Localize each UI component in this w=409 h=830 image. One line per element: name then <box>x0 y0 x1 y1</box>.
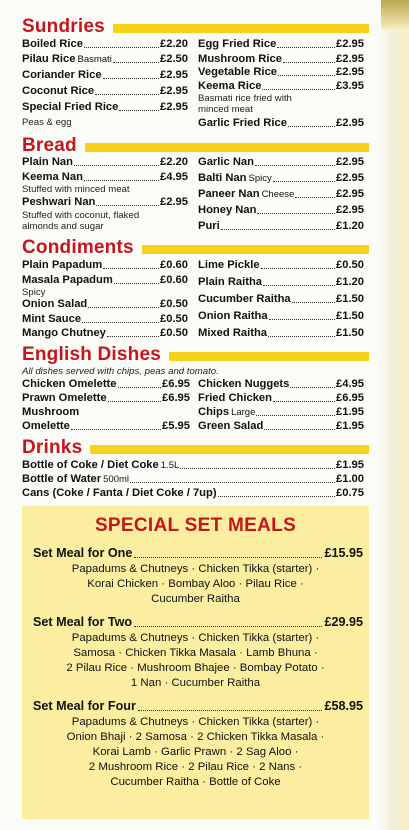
menu-item <box>198 406 364 419</box>
item-price: £2.95 <box>336 53 364 65</box>
menu-item <box>22 420 190 433</box>
item-price: £1.95 <box>336 459 364 471</box>
menu-item <box>22 378 190 391</box>
menu-item <box>198 420 364 433</box>
menu-item <box>22 459 364 472</box>
item-note: almonds and sugar <box>22 221 104 232</box>
item-price: £0.75 <box>336 487 364 499</box>
item-name: Chicken Omelette <box>22 378 117 390</box>
page-edge-shadow <box>381 0 409 30</box>
item-price: £0.50 <box>160 313 188 325</box>
section-note: All dishes served with chips, peas and tomato. <box>22 366 219 377</box>
menu-item <box>22 101 188 114</box>
section-title-bread: Bread <box>22 135 77 156</box>
menu-item <box>198 276 364 289</box>
section-title-drinks: Drinks <box>22 437 83 458</box>
item-price: £2.95 <box>160 85 188 97</box>
item-price: £2.95 <box>336 204 364 216</box>
menu-item <box>22 53 188 66</box>
item-price: £4.95 <box>336 378 364 390</box>
item-price: £1.50 <box>336 310 364 322</box>
english-dishes-header <box>22 344 369 366</box>
item-note: Peas & egg <box>22 117 72 128</box>
item-spec: 1.5L <box>160 460 180 471</box>
menu-item <box>198 53 364 66</box>
item-price: £2.95 <box>160 101 188 113</box>
header-stripe <box>113 24 369 33</box>
condiments-header <box>22 237 369 259</box>
item-price: £1.00 <box>336 473 364 485</box>
page-edge <box>381 0 409 830</box>
set-meal-price: £29.95 <box>324 615 363 629</box>
item-note: Stuffed with coconut, flaked <box>22 210 140 221</box>
menu-item <box>22 85 188 98</box>
item-spec: 500ml <box>103 474 130 485</box>
menu-item <box>198 66 364 79</box>
item-name: Chips <box>198 406 230 418</box>
item-name: Plain Nan <box>22 156 73 168</box>
header-stripe <box>90 445 369 454</box>
menu-item <box>198 259 364 272</box>
menu-item <box>198 156 364 169</box>
set-meal-line: Papadums & Chutneys · Chicken Tikka (starter) · <box>71 632 320 644</box>
item-price: £2.50 <box>160 53 188 65</box>
header-stripe <box>169 352 369 361</box>
set-meal-line: Korai Lamb · Garlic Prawn · 2 Sag Aloo · <box>92 746 299 758</box>
item-name: Green Salad <box>198 420 264 432</box>
item-price: £2.20 <box>160 156 188 168</box>
item-price: £2.20 <box>160 38 188 50</box>
item-name: Puri <box>198 220 220 232</box>
item-name: Coconut Rice <box>22 85 95 97</box>
set-meal-heading <box>33 615 363 630</box>
item-price: £5.95 <box>162 420 190 432</box>
item-name: Mint Sauce <box>22 313 82 325</box>
menu-item <box>198 392 364 405</box>
menu-item <box>22 473 364 486</box>
item-name: Egg Fried Rice <box>198 38 277 50</box>
item-spec: Basmati <box>77 54 112 65</box>
menu-item <box>198 204 364 217</box>
item-name: Balti Nan <box>198 172 247 184</box>
section-title-english-dishes: English Dishes <box>22 344 162 365</box>
menu-item <box>198 172 364 185</box>
item-price: £0.50 <box>160 298 188 310</box>
bread-header <box>22 135 369 157</box>
menu-item <box>198 117 364 130</box>
menu-item <box>22 38 188 51</box>
menu-item <box>198 378 364 391</box>
item-price: £1.20 <box>336 220 364 232</box>
menu-item <box>198 220 364 233</box>
header-stripe <box>142 245 369 254</box>
menu-item <box>22 327 188 340</box>
sundries-header <box>22 16 369 38</box>
item-price: £1.95 <box>336 420 364 432</box>
item-name: Bottle of Water <box>22 473 102 485</box>
item-name: Special Fried Rice <box>22 101 119 113</box>
set-meal-line: Korai Chicken · Bombay Aloo · Pilau Rice · <box>87 578 304 590</box>
menu-item <box>22 69 188 82</box>
set-meal-line: Onion Bhaji · 2 Samosa · 2 Chicken Tikka Masala · <box>66 731 325 743</box>
item-price: £2.95 <box>336 156 364 168</box>
item-price: £2.95 <box>160 196 188 208</box>
item-price: £0.50 <box>336 259 364 271</box>
item-name: Coriander Rice <box>22 69 102 81</box>
item-name: Keema Rice <box>198 80 262 92</box>
item-note: Spicy <box>22 287 46 298</box>
item-spec: Large <box>231 407 256 418</box>
item-name: Plain Papadum <box>22 259 103 271</box>
set-meal-line: 2 Pilau Rice · Mushroom Bhajee · Bombay Potato · <box>66 662 325 674</box>
header-stripe <box>85 143 369 152</box>
menu-item <box>198 327 364 340</box>
set-meal-line: Papadums & Chutneys · Chicken Tikka (starter) · <box>71 563 320 575</box>
menu-item <box>22 171 188 184</box>
drinks-header <box>22 437 369 459</box>
item-price: £0.60 <box>160 274 188 286</box>
item-name: Chicken Nuggets <box>198 378 290 390</box>
section-title-sundries: Sundries <box>22 16 105 37</box>
set-meal-name: Set Meal for Four <box>33 699 136 713</box>
item-name: Boiled Rice <box>22 38 83 50</box>
menu-item <box>22 196 188 209</box>
set-meal-name: Set Meal for One <box>33 546 133 560</box>
item-price: £2.95 <box>336 117 364 129</box>
item-spec: Cheese <box>261 189 295 200</box>
set-meal-price: £15.95 <box>324 546 363 560</box>
set-meal-line: Cucumber Raitha <box>151 593 240 605</box>
item-price: £6.95 <box>162 378 190 390</box>
item-price: £2.95 <box>336 38 364 50</box>
item-name: Plain Raitha <box>198 276 263 288</box>
set-meal-line: Cucumber Raitha · Bottle of Coke <box>110 776 281 788</box>
menu-item <box>198 188 364 201</box>
menu-item <box>22 274 188 287</box>
item-price: £2.95 <box>160 69 188 81</box>
menu-item <box>22 487 364 500</box>
set-meal-heading <box>33 699 363 714</box>
item-name: Mixed Raitha <box>198 327 268 339</box>
item-price: £1.50 <box>336 327 364 339</box>
item-price: £1.50 <box>336 293 364 305</box>
set-meal-price: £58.95 <box>324 699 363 713</box>
item-name: Garlic Nan <box>198 156 254 168</box>
item-name: Onion Raitha <box>198 310 268 322</box>
set-meal-line: Papadums & Chutneys · Chicken Tikka (starter) · <box>71 716 320 728</box>
item-price: £0.50 <box>160 327 188 339</box>
set-meal-heading <box>33 546 363 561</box>
item-name: Onion Salad <box>22 298 88 310</box>
item-note: Stuffed with minced meat <box>22 184 130 195</box>
item-price: £2.95 <box>336 188 364 200</box>
item-name: Omelette <box>22 420 70 432</box>
item-price: £2.95 <box>336 66 364 78</box>
set-meal-line: Samosa · Chicken Tikka Masala · Lamb Bhuna · <box>73 647 318 659</box>
item-name: Paneer Nan <box>198 188 260 200</box>
set-meal-name: Set Meal for Two <box>33 615 133 629</box>
set-meal-line: 2 Mushroom Rice · 2 Pilau Rice · 2 Nans · <box>88 761 303 773</box>
menu-item <box>198 293 364 306</box>
menu-item <box>22 313 188 326</box>
item-name: Peshwari Nan <box>22 196 96 208</box>
item-name: Lime Pickle <box>198 259 260 271</box>
item-name: Garlic Fried Rice <box>198 117 287 129</box>
item-price: £3.95 <box>336 80 364 92</box>
item-price: £6.95 <box>162 392 190 404</box>
menu-item <box>22 392 190 405</box>
set-meals-title: SPECIAL SET MEALS <box>94 515 297 536</box>
item-price: £1.95 <box>336 406 364 418</box>
item-price: £6.95 <box>336 392 364 404</box>
item-name: Pilau Rice <box>22 53 76 65</box>
set-meal-line: 1 Nan · Cucumber Raitha <box>130 677 261 689</box>
item-name: Prawn Omelette <box>22 392 107 404</box>
menu-item-line <box>22 406 79 419</box>
item-spec: Spicy <box>248 173 272 184</box>
menu-item <box>22 298 188 311</box>
item-price: £0.60 <box>160 259 188 271</box>
menu-item <box>22 259 188 272</box>
item-name: Masala Papadum <box>22 274 113 286</box>
item-price: £1.20 <box>336 276 364 288</box>
section-title-condiments: Condiments <box>22 237 134 258</box>
item-name: Fried Chicken <box>198 392 272 404</box>
item-name: Keema Nan <box>22 171 83 183</box>
menu-item <box>198 80 364 93</box>
menu-item <box>198 310 364 323</box>
menu-item <box>22 156 188 169</box>
item-name: Mushroom Rice <box>198 53 282 65</box>
item-price: £2.95 <box>336 172 364 184</box>
item-name: Honey Nan <box>198 204 257 216</box>
item-name: Mushroom <box>22 406 80 418</box>
item-price: £4.95 <box>160 171 188 183</box>
item-note: Basmati rice fried with <box>198 93 292 104</box>
menu-item <box>198 38 364 51</box>
item-name: Bottle of Coke / Diet Coke <box>22 459 159 471</box>
item-name: Cans (Coke / Fanta / Diet Coke / 7up) <box>22 487 217 499</box>
item-note: minced meat <box>198 104 253 115</box>
item-name: Cucumber Raitha <box>198 293 291 305</box>
item-name: Mango Chutney <box>22 327 106 339</box>
item-name: Vegetable Rice <box>198 66 277 78</box>
